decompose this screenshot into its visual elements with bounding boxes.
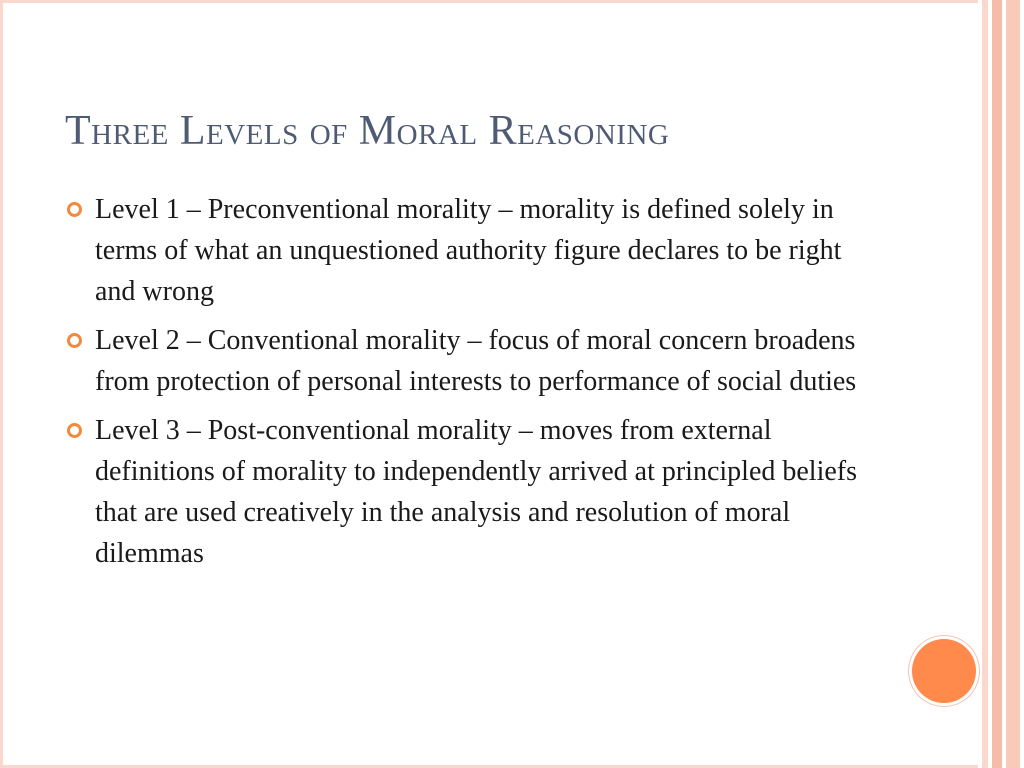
stripe-medium xyxy=(992,0,1002,768)
ring-bullet-icon xyxy=(67,423,82,438)
orange-circle-icon xyxy=(912,639,976,703)
decorative-stripes xyxy=(978,0,1024,768)
bullet-list xyxy=(65,189,885,582)
ring-bullet-icon xyxy=(67,202,82,217)
stripe-wide xyxy=(1006,0,1020,768)
stripe-thin xyxy=(982,0,988,768)
bullet-item xyxy=(65,320,885,402)
slide-title: Three Levels of Moral Reasoning xyxy=(65,108,670,154)
bullet-text: Level 3 – Post-conventional morality – moves from external definitions of morality to independently arrived at principled beliefs that are used creatively in the analysis and resolution of moral dilemmas xyxy=(95,415,858,569)
bullet-text: Level 2 – Conventional morality – focus of moral concern broadens from protection of personal interests to performance of social duties xyxy=(95,325,857,397)
bullet-item xyxy=(65,189,885,312)
bullet-text: Level 1 – Preconventional morality – morality is defined solely in terms of what an unquestioned authority figure declares to be right and wrong xyxy=(95,194,842,307)
bullet-item xyxy=(65,410,885,574)
ring-bullet-icon xyxy=(67,333,82,348)
